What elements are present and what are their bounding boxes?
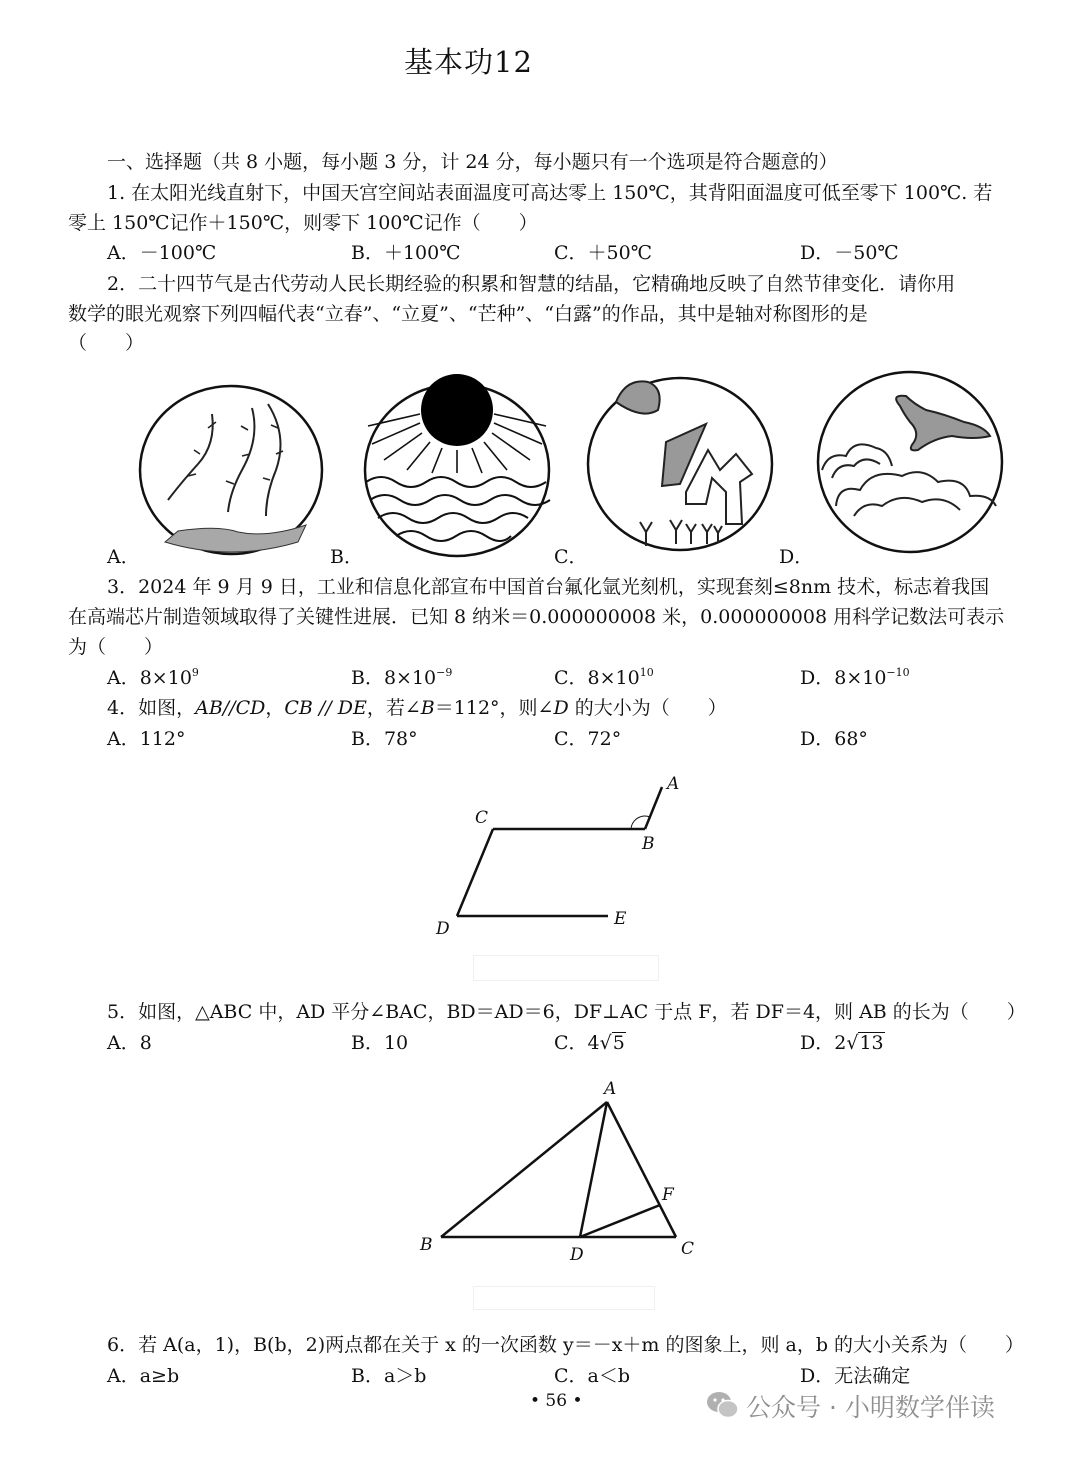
page-number: • 56 • [530, 1391, 583, 1411]
q3-option-a: A．$8\times 10^9$ [107, 666, 199, 689]
q6-option-b: B．a＞b [351, 1365, 427, 1387]
q6-option-a: A．a≥b [107, 1365, 180, 1387]
q2-image-label-c: C． [554, 546, 588, 568]
segment-ac [607, 1102, 676, 1237]
watermark: 公众号 · 小明数学伴读 [746, 1393, 995, 1422]
q4-label-d: D [436, 919, 450, 939]
q4-option-d: D．68° [800, 728, 868, 750]
segment-df [580, 1205, 660, 1237]
q6-option-c: C．a＜b [554, 1365, 631, 1387]
q4-label-e: E [614, 909, 627, 929]
q6-text: 6．若 A(a，1)，B(b，2)两点都在关于 x 的一次函数 y＝－x＋m 的图象上，则 a，b 的大小关系为（ ） [107, 1334, 1025, 1356]
figure-placeholder-2 [473, 1286, 655, 1310]
wechat-icon [706, 1390, 740, 1420]
q5-option-d: D．2√13 [800, 1032, 884, 1054]
q4-text: 4．如图，AB//CD，CB // DE，若∠B＝112°，则∠D 的大小为（ ） [107, 697, 727, 719]
q4-label-b: B [642, 834, 655, 854]
q5-text: 5．如图，△ABC 中，AD 平分∠BAC，BD＝AD＝6，DF⊥AC 于点 F，若 DF＝4，则 AB 的长为（ ） [107, 1001, 1026, 1023]
q5-label-b: B [420, 1235, 433, 1255]
q5-label-c: C [681, 1239, 695, 1259]
q4-label-a: A [667, 774, 680, 794]
section-header: 一、选择题（共 8 小题，每小题 3 分，计 24 分，每小题只有一个选项是符合题意的） [107, 151, 838, 173]
segment-ba [441, 1102, 607, 1237]
q1-option-b: B．＋100℃ [351, 242, 461, 264]
q5-option-a: A．8 [107, 1032, 152, 1054]
q5-label-d: D [570, 1245, 584, 1265]
q5-label-f: F [662, 1185, 674, 1205]
q2-line1: 2．二十四节气是古代劳动人民长期经验的积累和智慧的结晶，它精确地反映了自然节律变化．请你用 [107, 273, 956, 295]
q1-line1: 1. 在太阳光线直射下，中国天宫空间站表面温度可高达零上 150℃，其背阳面温度可低至零下 100℃. 若 [107, 182, 993, 204]
q4-option-c: C．72° [554, 728, 622, 750]
q2-image-label-d: D． [779, 546, 814, 568]
q4-label-c: C [475, 808, 489, 828]
q2-image-label-a: A． [107, 546, 140, 568]
q3-option-b: B．$8\times 10^{-9}$ [351, 666, 453, 689]
q5-option-c: C．4√5 [554, 1032, 625, 1054]
q3-line1: 3．2024 年 9 月 9 日，工业和信息化部宣布中国首台氟化氩光刻机，实现套刻≤8nm 技术，标志着我国 [107, 576, 990, 598]
q6-option-d: D．无法确定 [800, 1365, 911, 1387]
q1-option-d: D．－50℃ [800, 242, 899, 264]
q1-option-a: A．－100℃ [107, 242, 217, 264]
q3-line3: 为（ ） [68, 636, 164, 658]
q1-option-c: C．＋50℃ [554, 242, 652, 264]
q2-line2: 数学的眼光观察下列四幅代表“立春”、“立夏”、“芒种”、“白露”的作品，其中是轴对称图形的是 [68, 303, 868, 325]
q2-line3: （ ） [68, 332, 145, 354]
page-title: 基本功12 [404, 45, 533, 79]
q3-option-c: C．$8\times 10^{10}$ [554, 666, 654, 689]
q5-label-a: A [604, 1079, 617, 1099]
q3-line2: 在高端芯片制造领域取得了关键性进展．已知 8 纳米＝0.000000008 米，0.000000008 用科学记数法可表示 [68, 606, 1005, 628]
q4-option-a: A．112° [107, 728, 186, 750]
q5-option-b: B．10 [351, 1032, 409, 1054]
q1-line2: 零上 150℃记作＋150℃，则零下 100℃记作（ ） [68, 212, 538, 234]
q3-option-d: D．$8\times 10^{-10}$ [800, 666, 910, 689]
q4-option-b: B．78° [351, 728, 418, 750]
q2-image-label-b: B． [330, 546, 363, 568]
